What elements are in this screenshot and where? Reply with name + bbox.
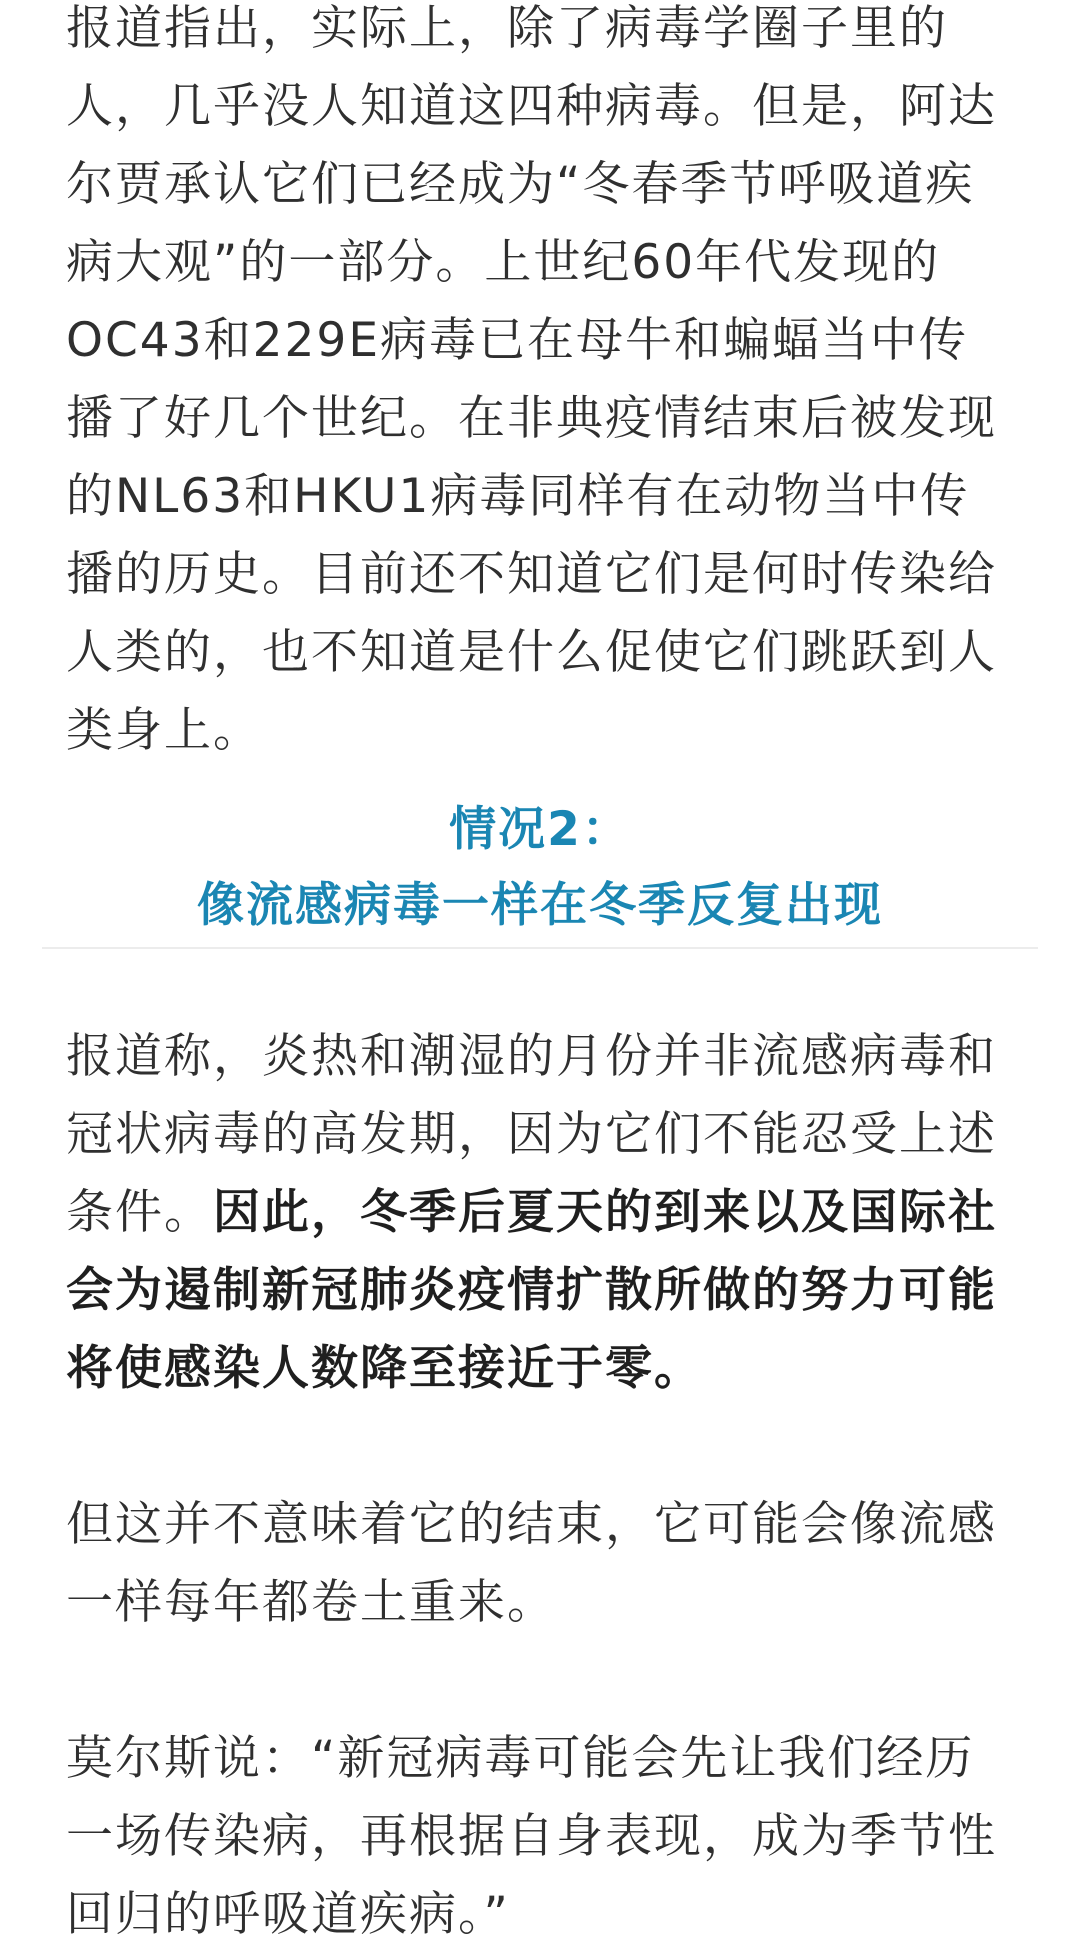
paragraph-return-yearly: 但这并不意味着它的结束，它可能会像流感一样每年都卷土重来。 [66,1497,997,1630]
paragraph-seasonality-text: 报道称，炎热和潮湿的月份并非流感病毒和冠状病毒的高发期，因为它们不能忍受上述条件。 [66,1029,997,1240]
section-heading-number: 情况2： [449,802,631,857]
paragraph-seasonality-bold: 因此，冬季后夏天的到来以及国际社会为遏制新冠肺炎疫情扩散所做的努力可能将使感染人数降至接近于零。 [66,1185,997,1396]
section-heading-title: 像流感病毒一样在冬季反复出现 [197,878,883,933]
paragraph-seasonality [66,1018,1016,1408]
section-divider [42,947,1038,949]
paragraph-morse-quote: 莫尔斯说：“新冠病毒可能会先让我们经历一场传染病，再根据自身表现，成为季节性回归的呼吸道疾病。” [66,1731,997,1942]
paragraph-four-viruses: 报道指出，实际上，除了病毒学圈子里的人，几乎没人知道这四种病毒。但是，阿达尔贾承认它们已经成为“冬春季节呼吸道疾病大观”的一部分。上世纪60年代发现的OC43和229E病毒已在母牛和蝙蝠当中传播了好几个世纪。在非典疫情结束后被发现的NL63和HKU1病毒同样有在动物当中传播的历史。目前还不知道它们是何时传染给人类的，也不知道是什么促使它们跳跃到人类身上。 [66,1,997,758]
